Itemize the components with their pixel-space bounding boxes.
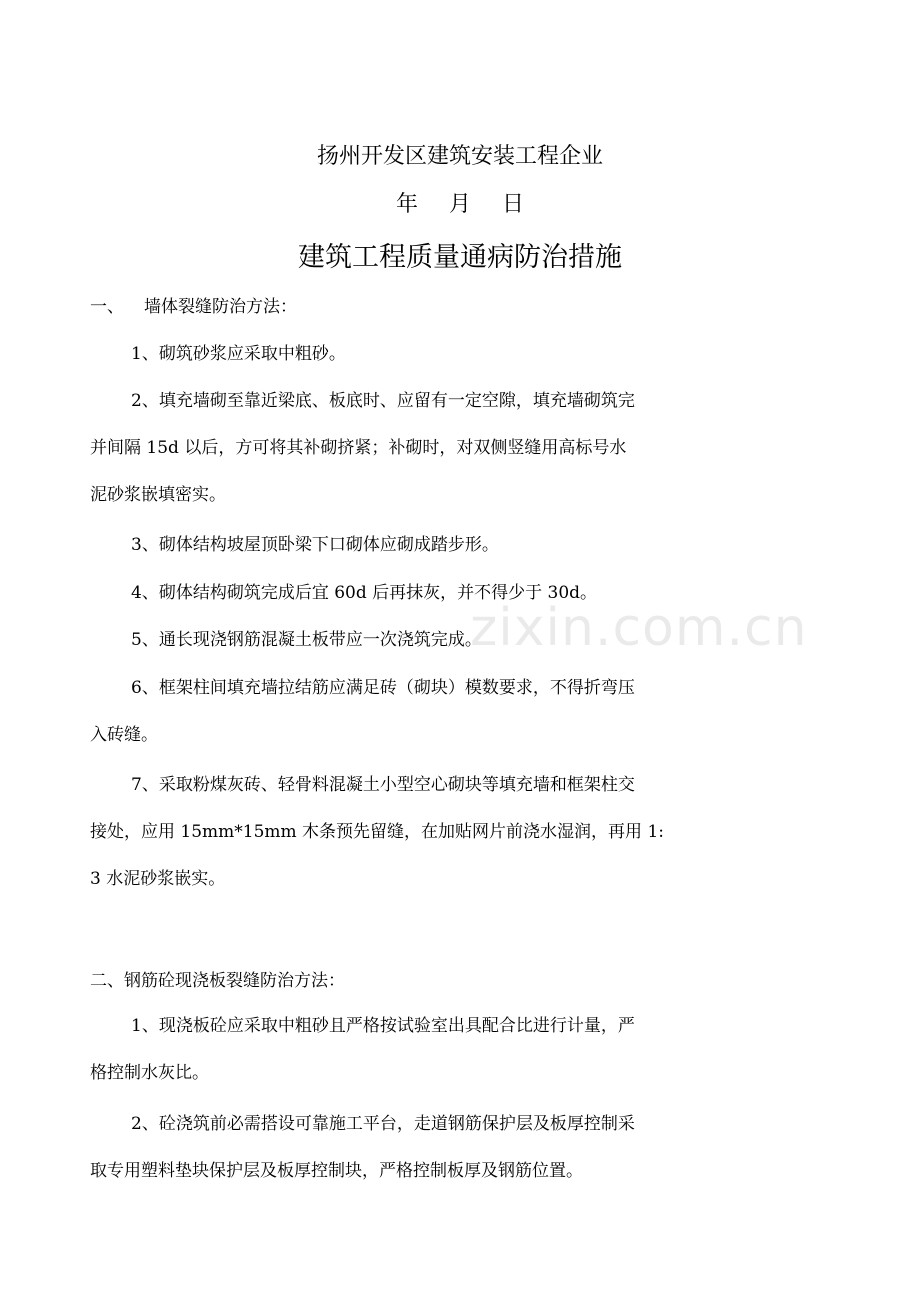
document-title: 建筑工程质量通病防治措施 (298, 242, 622, 273)
date-year: 年 (395, 192, 418, 217)
company-name: 扬州开发区建筑安装工程企业 (316, 144, 603, 169)
document-date (0, 189, 920, 221)
section-1-item-2: 2、填充墙砌至靠近梁底、板底时、应留有一定空隙，填充墙砌筑完 并间隔 15d 以后，方可将其补砌挤紧；补砌时，对双侧竖缝用高标号水 泥砂浆嵌填密实。 (90, 391, 635, 505)
section-1-number: 一、 (90, 297, 124, 317)
section-2-item-1: 1、现浇板砼应采取中粗砂且严格按试验室出具配合比进行计量，严 格控制水灰比。 (90, 1016, 635, 1083)
watermark-text: zixin.com.cn (470, 598, 808, 658)
section-1-item-4: 4、砌体结构砌筑完成后宜 60d 后再抹灰，并不得少于 30d。 (131, 583, 598, 603)
section-1-item-3: 3、砌体结构坡屋顶卧梁下口砌体应砌成踏步形。 (131, 535, 499, 555)
section-2-item-2: 2、砼浇筑前必需搭设可靠施工平台，走道钢筋保护层及板厚控制采 取专用塑料垫块保护层及板厚控制块，严格控制板厚及钢筋位置。 (90, 1114, 635, 1181)
section-1-heading (90, 293, 297, 321)
section-1-item-6: 6、框架柱间填充墙拉结筋应满足砖（砌块）模数要求，不得折弯压 入砖缝。 (90, 678, 635, 745)
date-month: 月 (448, 192, 471, 217)
section-2-heading: 二、钢筋砼现浇板裂缝防治方法： (90, 971, 345, 991)
section-1-item-5: 5、通长现浇钢筋混凝土板带应一次浇筑完成。 (131, 630, 482, 650)
section-1-title: 墙体裂缝防治方法： (144, 297, 297, 317)
section-1-item-7: 7、采取粉煤灰砖、轻骨料混凝土小型空心砌块等填充墙和框架柱交 接处，应用 15mm*15mm 木条预先留缝，在加贴网片前浇水湿润，再用 1: 3 水泥砂浆嵌实。 (90, 775, 664, 889)
date-day: 日 (502, 192, 525, 217)
section-1-item-1: 1、砌筑砂浆应采取中粗砂。 (131, 344, 346, 364)
